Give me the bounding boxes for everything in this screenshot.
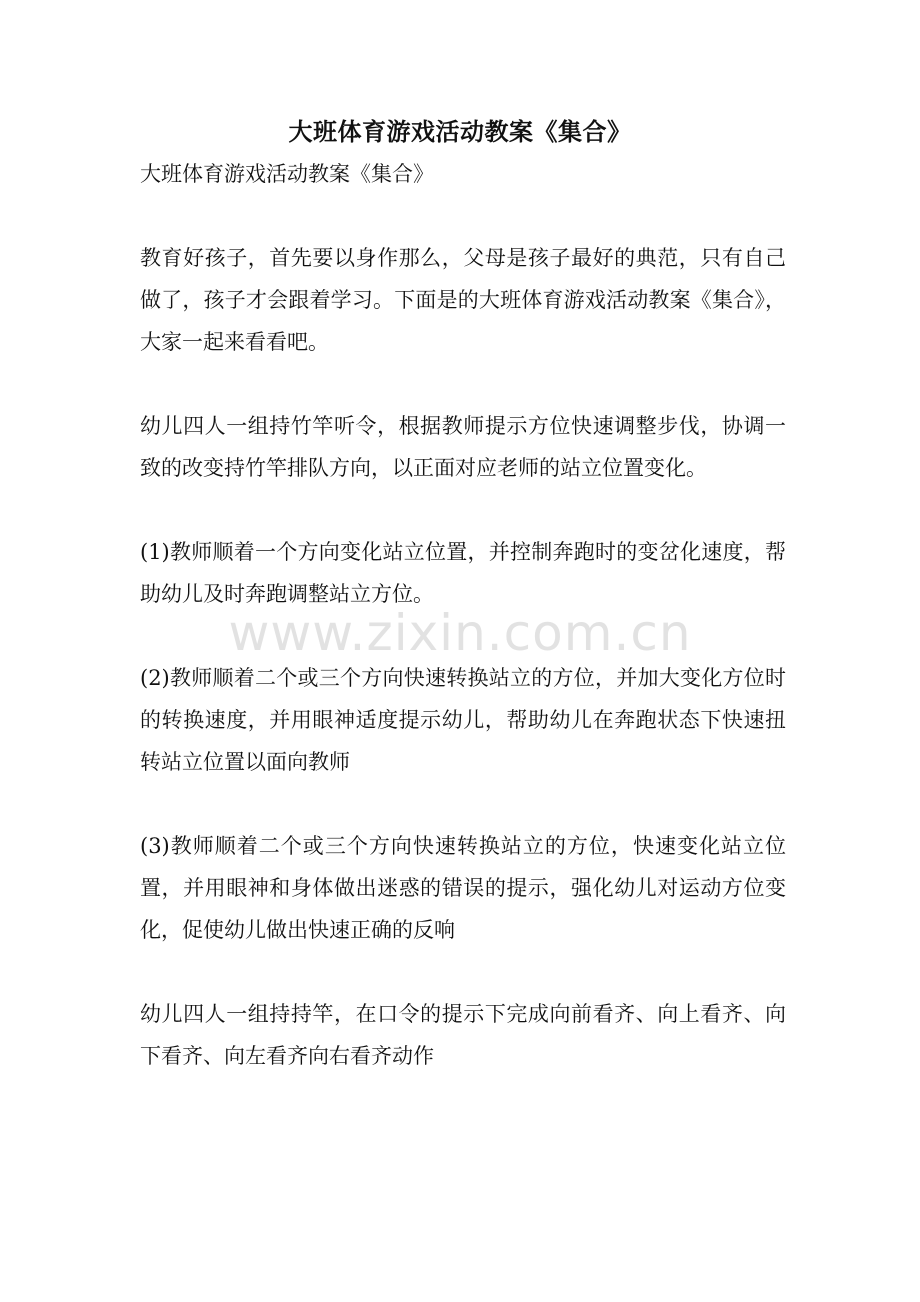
document-title: 大班体育游戏活动教案《集合》 bbox=[288, 117, 632, 146]
document-subtitle: 大班体育游戏活动教案《集合》 bbox=[140, 162, 434, 186]
step-1-paragraph: (1)教师顺着一个方向变化站立位置，并控制奔跑时的变岔化速度，帮助幼儿及时奔跑调整站立方位。 bbox=[140, 540, 786, 606]
step-2-paragraph: (2)教师顺着二个或三个方向快速转换站立的方位，并加大变化方位时的转换速度，并用眼神适度提示幼儿，帮助幼儿在奔跑状态下快速扭转站立位置以面向教师 bbox=[140, 666, 786, 774]
step-3-paragraph: (3)教师顺着二个或三个方向快速转换站立的方位，快速变化站立位置，并用眼神和身体做出迷惑的错误的提示，强化幼儿对运动方位变化，促使幼儿做出快速正确的反响 bbox=[140, 834, 786, 942]
document-body bbox=[140, 153, 786, 1119]
activity-description-paragraph: 幼儿四人一组持竹竿听令，根据教师提示方位快速调整步伐，协调一致的改变持竹竿排队方向，以正面对应老师的站立位置变化。 bbox=[140, 414, 786, 480]
closing-paragraph: 幼儿四人一组持持竿，在口令的提示下完成向前看齐、向上看齐、向下看齐、向左看齐向右看齐动作 bbox=[140, 1002, 786, 1068]
watermark: www.zixin.com.cn bbox=[228, 604, 692, 662]
intro-paragraph: 教育好孩子，首先要以身作那么，父母是孩子最好的典范，只有自己做了，孩子才会跟着学习。下面是的大班体育游戏活动教案《集合》，大家一起来看看吧。 bbox=[140, 246, 786, 354]
